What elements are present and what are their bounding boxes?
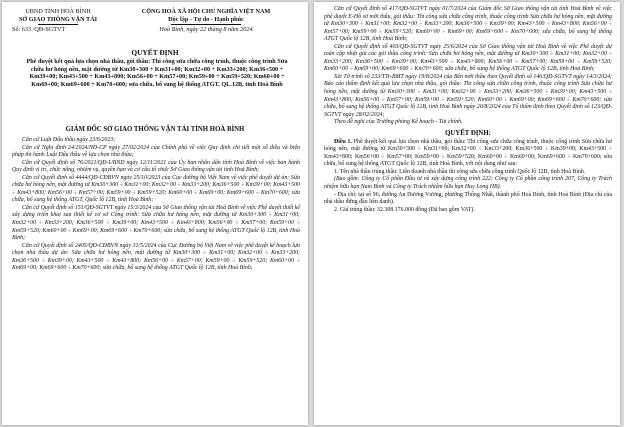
document-number: Số: 633 /QĐ-SGTVT xyxy=(12,25,66,33)
winning-bid-price: 2. Giá trúng thầu: 32.308.176.000 đồng (Đã bao gồm VAT). xyxy=(334,206,475,213)
article-1-label: Điều 1. xyxy=(334,138,352,145)
document-page-left xyxy=(2,2,308,425)
legal-basis-paragraph: Căn cứ Quyết định số 151/QĐ-SGTVT ngày 15/3/2024 của Sở Giao thông vận tải Hoà Bình về việc Phê duyệt thiết kế xây dựng triển khai sau thiết kế cơ sở Công trình: Sửa chữa hư hỏng nền, mặt đường từ Km30+300 ÷ Km31+00; Km32+00 ÷ Km33+200; Km36+500 ÷ Km39+00; Km43+500 ÷ Km43+800; Km56+00 ÷ Km57+00; Km59+00 ÷ Km59+520; Km60+00 ÷ Km69+00; Km69+600 ÷ Km70+600; sửa chữa, bổ sung hệ thống ATGT Quốc lộ 12B, tỉnh Hoà Bình; xyxy=(12,204,300,242)
national-title-block xyxy=(110,8,302,33)
legal-basis-paragraph: Căn cứ Quyết định số 417/QĐ-SGTVT ngày 01/7/2024 của Giám đốc Sở Giao thông vận tải tỉnh Hoà Bình về việc phê duyệt E-Hồ sơ mời thầu, gói thầu: Thi công sửa chữa công trình, thuộc công trình Sửa chữa hư hỏng nền, mặt đường từ Km30+300 ÷ Km31+00; Km32+00 ÷ Km33+200; Km36+500 ÷ Km39+00; Km43+500 ÷ Km43+800; Km56+00 ÷ Km57+00; Km59+00 ÷ Km59+520; Km60+00 ÷ Km69+00; Km69+600 ÷ Km70+600; sửa chữa, bổ sung hệ thống ATGT Quốc lộ 12B, tỉnh Hoà Bình; xyxy=(324,6,612,43)
national-motto: Độc lập - Tự do - Hạnh phúc xyxy=(168,15,244,23)
document-title: QUYẾT ĐỊNH xyxy=(131,48,179,57)
legal-basis-paragraph: Căn cứ Quyết định số 76/2021/QĐ-UBND ngày 12/11/2021 của Ủy ban nhân dân tỉnh Hoà Bình về việc ban hành Quy định vị trí, chức năng, nhiệm vụ, quyền hạn và cơ cấu tổ chức Sở Giao thông vận tải tỉnh Hoà Bình; xyxy=(12,159,300,174)
proposal-paragraph: Theo đề nghị của Trưởng phòng Kế hoạch - Tài chính. xyxy=(334,119,463,126)
legal-basis-list xyxy=(12,137,300,273)
article-1 xyxy=(324,139,612,169)
legal-basis-paragraph: Căn cứ Luật Đấu thầu ngày 23/6/2023; xyxy=(22,137,116,143)
contractor-address: - Địa chỉ: tại số 96, đường An Dương Vương, phường Thống Nhất, thành phố Hoà Bình, tỉnh Hoà Bình (Địa chỉ của nhà thầu đứng đầu liên danh). xyxy=(324,191,612,206)
agency-underline xyxy=(38,24,78,25)
contractor-members-note: (Bao gồm: Công ty Cổ phần Đầu tư và xây dựng công trình 222; Công ty Cổ phần công trình 207, Công ty Trách nhiệm hữu hạn Nam Bình và Công ty Trách nhiệm hữu hạn Huy Long HB). xyxy=(324,176,612,191)
decision-body xyxy=(324,6,612,214)
issuer-heading: GIÁM ĐỐC SỞ GIAO THÔNG VẬN TẢI TỈNH HOÀ BÌNH xyxy=(65,126,245,133)
document-date: Hoà Bình, ngày 22 tháng 8 năm 2024 xyxy=(159,25,253,33)
motto-underline xyxy=(171,24,241,25)
document-subject: Phê duyệt kết quả lựa chọn nhà thầu, gói thầu: Thi công sửa chữa công trình, thuộc công trình Sửa chữa hư hỏng nền, mặt đường từ Km30+300 ÷ Km31+00; Km32+00 ÷ Km33+200; Km36+500 ÷ Km39+00; Km43+500 ÷ Km43+800; Km56+00 ÷ Km57+00; Km59+00 ÷ Km59+520; Km60+00 ÷ Km69+00; Km69+600 ÷ Km70+600; sửa chữa, bổ sung hệ thống ATGT, QL.12B, tỉnh Hoà Bình xyxy=(26,58,288,88)
legal-basis-paragraph: Căn cứ Quyết định số 4444/QĐ-CĐBVN ngày 25/10/2023 của Cục đường bộ Việt Nam về việc phê duyệt dự án: Sửa chữa hư hỏng nền, mặt đường từ Km30+300 ÷ Km31+00; Km32+00 ÷ Km33+200; Km36+500 ÷ Km39+00; Km43+500 ÷ Km43+800; Km56+00 ÷ Km57+00; Km59+00 ÷ Km59+520; Km60+00 ÷ Km69+00; Km69+600 ÷ Km70+600; sửa chữa, bổ sung hệ thống ATGT, Quốc lộ 12B, tỉnh Hoà Bình; xyxy=(12,174,300,204)
issuing-agency-block xyxy=(10,8,106,33)
document-page-right xyxy=(314,2,620,425)
legal-basis-paragraph: Xét Tờ trình số 233/TTr-BMT ngày 19/8/2024 của Bên mời thầu theo Quyết định số 146/QĐ-SGTVT ngày 14/3/2024; Báo cáo thẩm định kết quả lựa chọn nhà thầu, gói thầu: Thi công sửa chữa công trình, thuộc công trình Sửa chữa hư hỏng nền, mặt đường từ Km30+300 ÷ Km31+00; Km32+00 ÷ Km33+200; Km36+500 ÷ Km39+00; Km43+500 ÷ Km43+800; Km56+00 ÷ Km57+00; Km59+00 ÷ Km59+520; Km60+00 ÷ Km69+00; Km69+600 ÷ Km70+600; sửa chữa, bổ sung hệ thống ATGT Quốc lộ 12B, tỉnh Hoà Bình ngày 20/8/2024 của Tổ thẩm định theo Quyết định số 123/QĐ-SGTVT ngày 28/02/2024; xyxy=(324,73,612,118)
legal-basis-paragraph: Căn cứ Quyết định số 403/QĐ-SGTVT ngày 25/6/2024 của Sở Giao thông vận tải Hoà Bình về việc Phê duyệt dự toán cập nhật giá các gói thầu công trình: Sửa chữa hư hỏng nền, mặt đường từ Km30+300 ÷ Km31+00; Km32+00 ÷ Km33+200; Km36+500 ÷ Km39+00; Km43+500 ÷ Km43+800; Km56+00 ÷ Km57+00; Km59+00 ÷ Km59+520; Km60+00 ÷ Km69+00; Km69+600 ÷ Km70+600; sửa chữa, bổ sung hệ thống ATGT Quốc lộ 12B, tỉnh Hoà Bình; xyxy=(324,43,612,73)
legal-basis-paragraph: Căn cứ Nghị định 24/2024/NĐ-CP ngày 27/02/2024 của Chính phủ về việc Quy định chi tiết một số điều và biện pháp thi hành Luật Đấu thầu về lựa chọn nhà thầu; xyxy=(12,144,300,159)
agency-parent: UBND TỈNH HOÀ BÌNH xyxy=(25,8,91,15)
agency-name: SỞ GIAO THÔNG VẬN TẢI xyxy=(18,15,98,23)
legal-basis-paragraph: Căn cứ Quyết định số 2405/QĐ-CĐBVN ngày 31/5/2024 của Cục Đường bộ Việt Nam về việc phê duyệt kế hoạch lựa chọn nhà thầu dự án: Sửa chữa hư hỏng nền, mặt đường từ Km30+300 ÷ Km31+00; Km32+00 ÷ Km33+200; Km36+500 ÷ Km39+00; Km43+500 ÷ Km43+800; Km56+00 ÷ Km57+00; Km59+00 ÷ Km59+520; Km60+00 ÷ Km69+00; Km69+600 ÷ Km70+600; sửa chữa, bổ sung hệ thống ATGT Quốc lộ 12B, tỉnh Hoà Bình; xyxy=(12,242,300,272)
decision-heading: QUYẾT ĐỊNH: xyxy=(445,129,491,137)
article-1-text: Phê duyệt kết quả lựa chọn nhà thầu, gói thầu: Thi công sửa chữa công trình, thuộc công trình Sửa chữa hư hỏng nền, mặt đường từ Km30+300 ÷ Km31+00; Km32+00 ÷ Km33+200; Km36+500 ÷ Km39+00; Km43+500 ÷ Km43+800; Km56+00 ÷ Km57+00; Km59+00 ÷ Km59+520; Km60+00 ÷ Km69+00; Km69+600 ÷ Km70+600; sửa chữa, bổ sung hệ thống ATGT Quốc lộ 12B, tỉnh Hoà Bình, với nội dung như sau: xyxy=(324,138,612,168)
winning-contractor: 1. Tên nhà thầu trúng thầu: Liên doanh nhà thầu thi công sửa chữa công trình Quốc lộ 12B, tỉnh Hoà Bình. xyxy=(334,168,586,175)
national-title: CỘNG HOÀ XÃ HỘI CHỦ NGHĨA VIỆT NAM xyxy=(141,8,271,15)
